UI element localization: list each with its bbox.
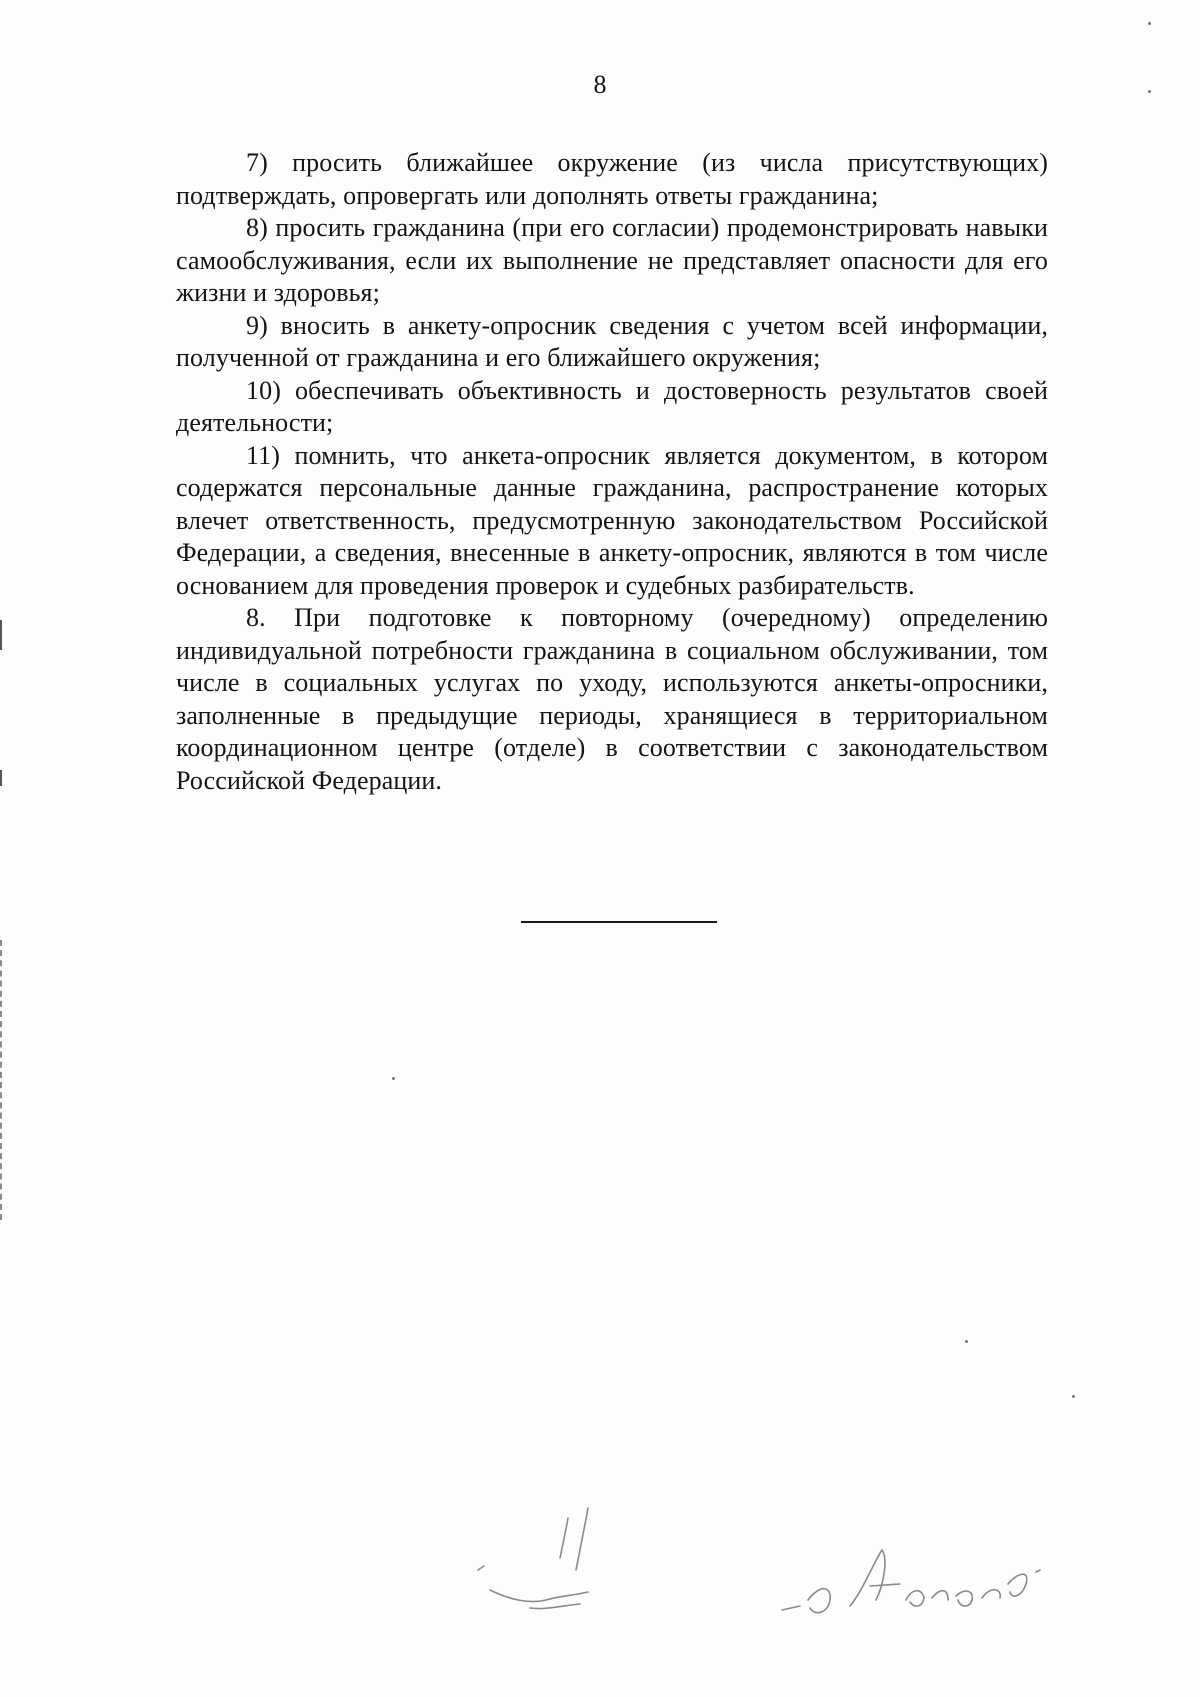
- page-number: 8: [593, 70, 607, 99]
- document-body: [176, 147, 1048, 797]
- scan-edge-marks: [0, 940, 5, 1220]
- scan-speck: [1148, 90, 1151, 93]
- list-item-7: 7) просить ближайшее окружение (из числа присутствующих) подтверждать, опровергать или дополнять ответы гражданина;: [176, 148, 1048, 210]
- scan-speck: [1072, 1395, 1075, 1398]
- end-of-text-divider: [521, 921, 717, 923]
- list-item-10: 10) обеспечивать объективность и достоверность результатов своей деятельности;: [176, 375, 1048, 437]
- scan-speck: [1148, 22, 1151, 25]
- scan-speck: [965, 1340, 968, 1343]
- section-8-paragraph: 8. При подготовке к повторному (очередному) определению индивидуальной потребности гражданина в социальном обслуживании, том числе в социальных услугах по уходу, используются анкеты-опросники, заполненные в предыдущие периоды, хранящиеся в территориальном координационном центре (отделе) в соответствии с законодательством Российской Федерации.: [176, 603, 1048, 795]
- handwritten-signature: [470, 1500, 1110, 1640]
- list-item-11: 11) помнить, что анкета-опросник является документом, в котором содержатся персональные данные гражданина, распространение которых влечет ответственность, предусмотренную законодательством Российской Федерации, а сведения, внесенные в анкету-опросник, являются в том числе основанием для проведения проверок и судебных разбирательств.: [176, 440, 1048, 600]
- scan-edge-mark: [0, 770, 5, 786]
- list-item-9: 9) вносить в анкету-опросник сведения с учетом всей информации, полученной от гражданина и его ближайшего окружения;: [176, 310, 1048, 372]
- scan-edge-mark: [0, 620, 5, 650]
- list-item-8: 8) просить гражданина (при его согласии) продемонстрировать навыки самообслуживания, если их выполнение не представляет опасности для его жизни и здоровья;: [176, 213, 1048, 307]
- scan-speck: [392, 1077, 395, 1080]
